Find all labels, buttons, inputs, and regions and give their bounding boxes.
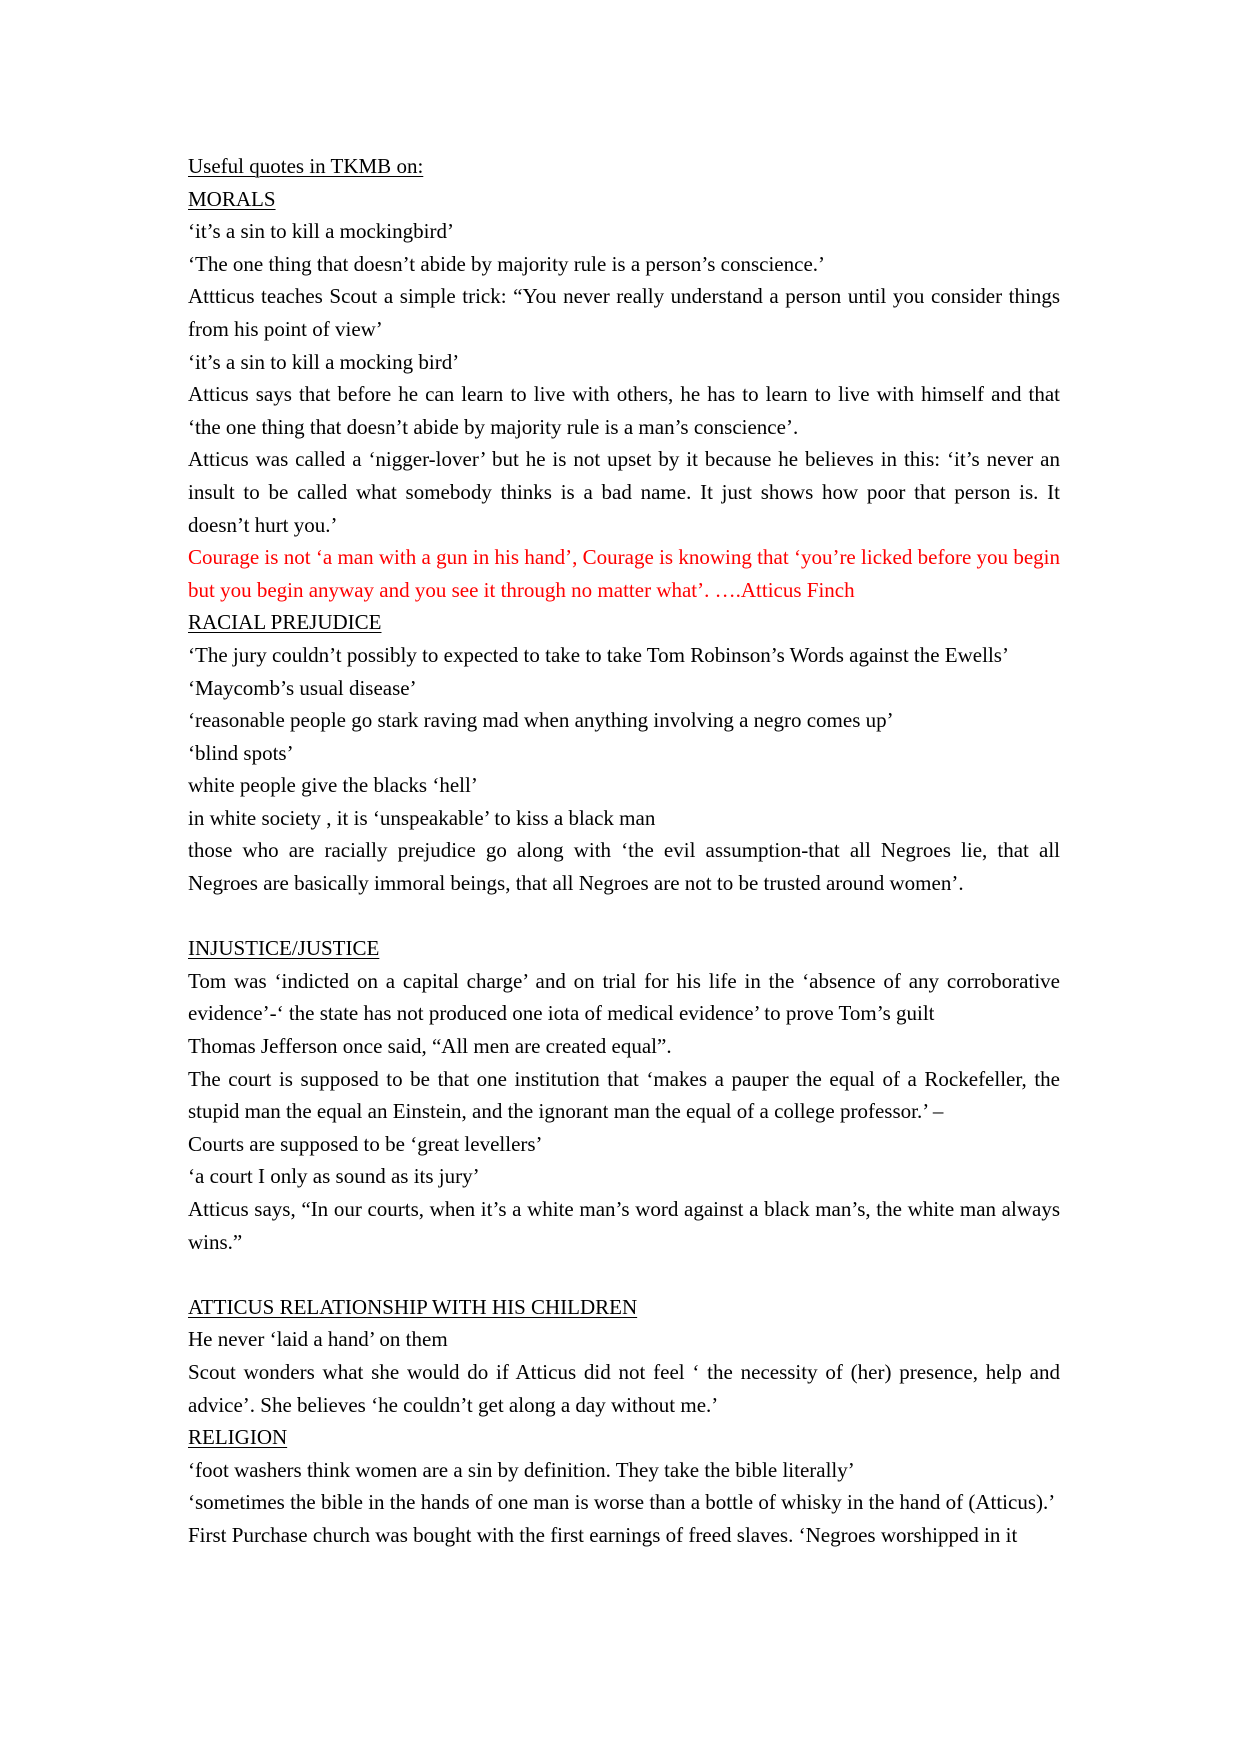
spacer (188, 1258, 1060, 1291)
prejudice-quote: those who are racially prejudice go along with ‘the evil assumption-that all Negroes lie, that all Negroes are basically immoral beings, that all Negroes are not to be trusted around women’. (188, 838, 1060, 896)
justice-quote: The court is supposed to be that one institution that ‘makes a pauper the equal of a Rockefeller, the stupid man the equal an Einstein, and the ignorant man the equal of a college professor.’ – (188, 1066, 1060, 1124)
document-page (188, 150, 1060, 1552)
prejudice-quote: ‘The jury couldn’t possibly to expected to take to take Tom Robinson’s Words against the Ewells’ (188, 642, 1009, 667)
children-quote: He never ‘laid a hand’ on them (188, 1327, 448, 1352)
prejudice-quote: white people give the blacks ‘hell’ (188, 773, 478, 798)
morals-quote: Atticus was called a ‘nigger-lover’ but he is not upset by it because he believes in this: ‘it’s never an insult to be called what somebody thinks is a bad name. It just shows how poor that person is. It doesn’t hurt you.’ (188, 447, 1060, 537)
religion-quote: ‘sometimes the bible in the hands of one man is worse than a bottle of whisky in the hand of (Atticus).’ (188, 1490, 1056, 1515)
justice-quote: Tom was ‘indicted on a capital charge’ and on trial for his life in the ‘absence of any corroborative evidence’-‘ the state has not produced one iota of medical evidence’ to prove Tom’s guilt (188, 968, 1060, 1026)
morals-quote: Atticus says that before he can learn to live with others, he has to learn to live with himself and that ‘the one thing that doesn’t abide by majority rule is a man’s conscience’. (188, 382, 1060, 439)
section-heading-religion: RELIGION (188, 1425, 288, 1450)
justice-quote: Thomas Jefferson once said, “All men are created equal”. (188, 1034, 672, 1059)
morals-quote: ‘it’s a sin to kill a mocking bird’ (188, 349, 460, 374)
morals-quote: ‘it’s a sin to kill a mockingbird’ (188, 219, 454, 244)
prejudice-quote: ‘Maycomb’s usual disease’ (188, 675, 417, 700)
section-heading-injustice-justice: INJUSTICE/JUSTICE (188, 936, 380, 961)
religion-quote: ‘foot washers think women are a sin by definition. They take the bible literally’ (188, 1457, 855, 1482)
justice-quote: Atticus says, “In our courts, when it’s a white man’s word against a black man’s, the white man always wins.” (188, 1197, 1060, 1254)
prejudice-quote: in white society , it is ‘unspeakable’ to kiss a black man (188, 805, 656, 830)
justice-quote: ‘a court I only as sound as its jury’ (188, 1164, 480, 1189)
document-title: Useful quotes in TKMB on: (188, 154, 424, 178)
section-heading-atticus-children: ATTICUS RELATIONSHIP WITH HIS CHILDREN (188, 1294, 638, 1319)
religion-quote: First Purchase church was bought with the first earnings of freed slaves. ‘Negroes worshipped in it (188, 1522, 1018, 1547)
section-heading-morals: MORALS (188, 186, 276, 211)
prejudice-quote: ‘reasonable people go stark raving mad when anything involving a negro comes up’ (188, 708, 894, 733)
spacer (188, 900, 1060, 933)
prejudice-quote: ‘blind spots’ (188, 740, 294, 765)
section-heading-racial-prejudice: RACIAL PREJUDICE (188, 610, 382, 635)
morals-quote: Attticus teaches Scout a simple trick: “You never really understand a person until you consider things from his point of view’ (188, 284, 1060, 341)
justice-quote: Courts are supposed to be ‘great levellers’ (188, 1131, 543, 1156)
children-quote: Scout wonders what she would do if Atticus did not feel ‘ the necessity of (her) presence, help and advice’. She believes ‘he couldn’t get along a day without me.’ (188, 1359, 1060, 1417)
morals-quote: ‘The one thing that doesn’t abide by majority rule is a person’s conscience.’ (188, 251, 826, 276)
courage-quote-highlighted: Courage is not ‘a man with a gun in his hand’, Courage is knowing that ‘you’re licked before you begin but you begin anyway and you see it through no matter what’. ….Atticus Finch (188, 545, 1060, 602)
